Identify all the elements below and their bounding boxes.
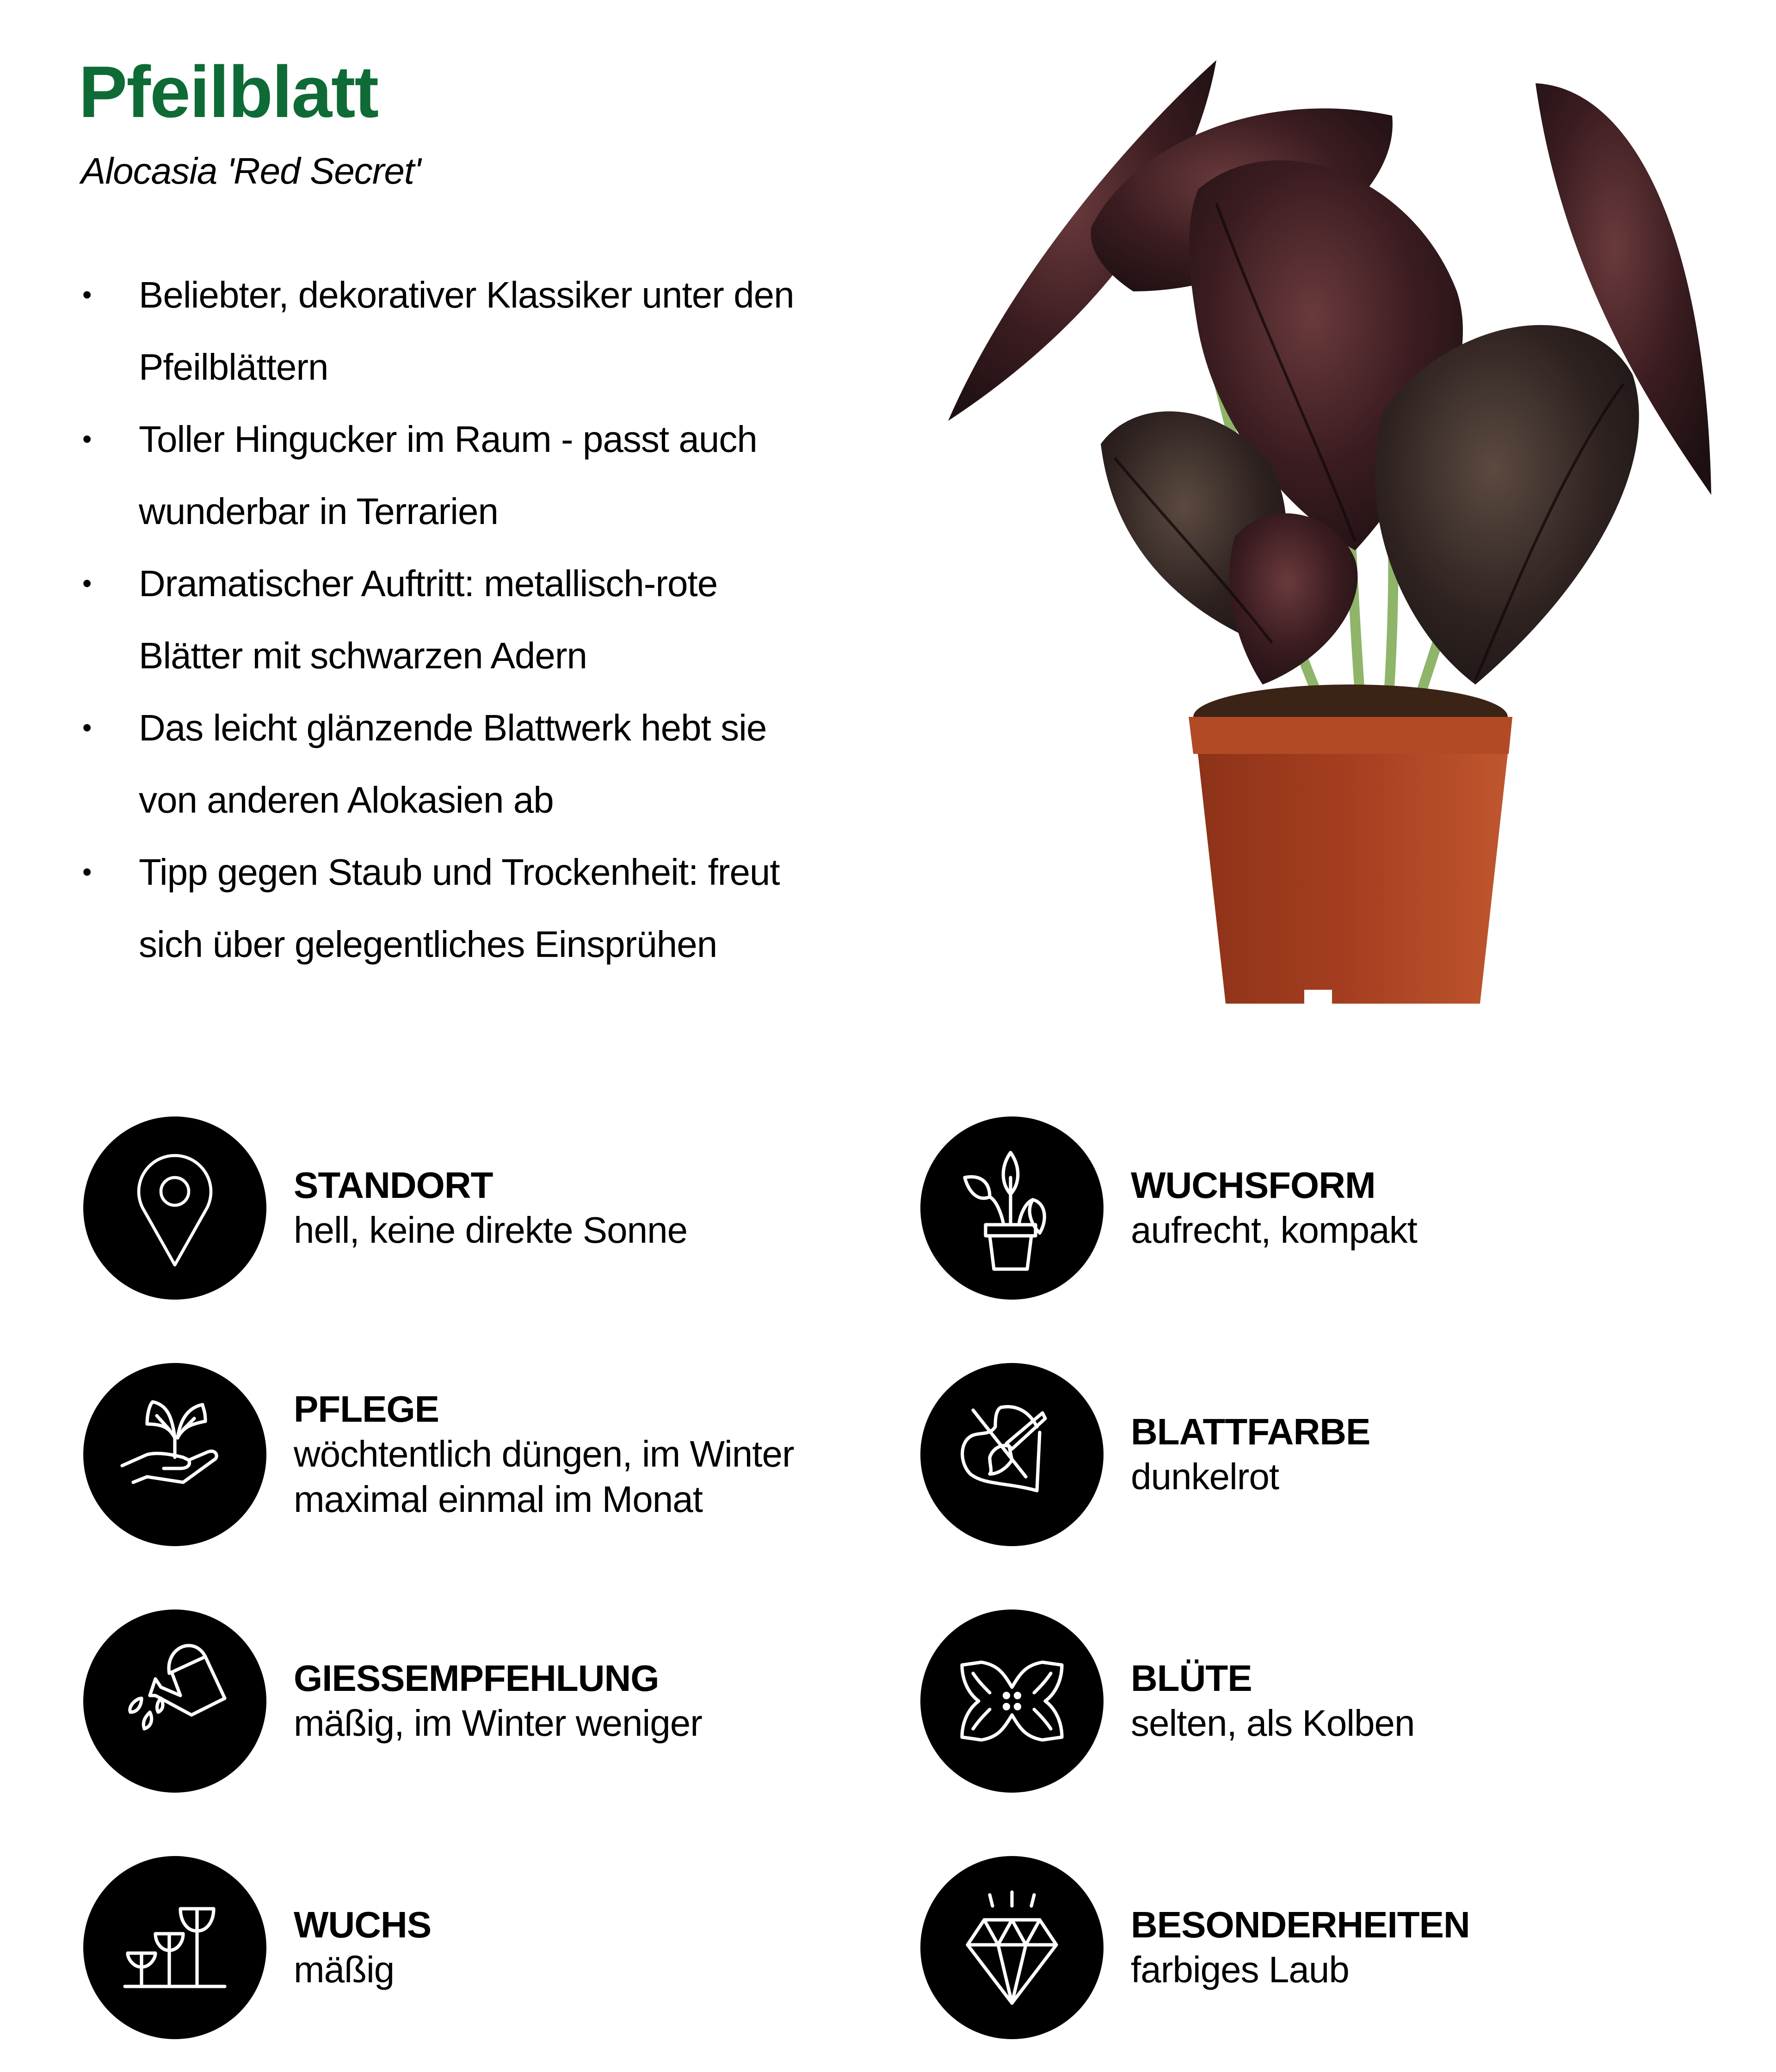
- feature-value: wöchtentlich düngen, im Winter: [294, 1433, 794, 1474]
- seedlings-growth-icon: [105, 1878, 244, 2017]
- feature-value: hell, keine direkte Sonne: [294, 1209, 688, 1251]
- feature-label: STANDORT: [294, 1165, 493, 1206]
- watering-can-icon: [105, 1632, 244, 1770]
- feature-icon-circle: [83, 1363, 266, 1546]
- bullet-item: • Dramatischer Auftritt: metallisch-rote Blätter mit schwarzen Adern: [0, 548, 902, 692]
- botanical-name: Alocasia 'Red Secret': [81, 150, 421, 191]
- feature-label: BESONDERHEITEN: [1131, 1904, 1470, 1945]
- bullet-item: • Beliebter, dekorativer Klassiker unter den Pfeilblättern: [0, 259, 902, 403]
- feature-giessempfehlung: [83, 1610, 916, 1794]
- bullet-dot-icon: •: [82, 280, 92, 310]
- diamond-icon: [943, 1878, 1081, 2017]
- feature-value: aufrecht, kompakt: [1131, 1209, 1417, 1251]
- feature-value: maximal einmal im Monat: [294, 1479, 703, 1520]
- feature-icon-circle: [83, 1610, 266, 1793]
- feature-wuchsform: [920, 1116, 1753, 1301]
- feature-label: BLATTFARBE: [1131, 1411, 1370, 1452]
- feature-icon-circle: [83, 1856, 266, 2039]
- feature-label: WUCHS: [294, 1904, 432, 1945]
- potted-plant-icon: [943, 1139, 1081, 1277]
- feature-value: dunkelrot: [1131, 1456, 1279, 1497]
- feature-wuchs: [83, 1856, 916, 2041]
- feature-label: GIESSEMPFEHLUNG: [294, 1658, 659, 1699]
- feature-label: PFLEGE: [294, 1388, 439, 1430]
- feature-value: mäßig: [294, 1949, 395, 1990]
- bullet-dot-icon: •: [82, 424, 92, 454]
- feature-icon-circle: [83, 1116, 266, 1300]
- feature-blattfarbe: [920, 1363, 1753, 1548]
- feature-bluete: [920, 1610, 1753, 1794]
- page-title: Pfeilblatt: [79, 51, 378, 133]
- bullet-dot-icon: •: [82, 713, 92, 743]
- feature-pflege: [83, 1363, 916, 1548]
- feature-standort: [83, 1116, 916, 1301]
- hand-sprout-icon: [105, 1385, 244, 1524]
- feature-label: WUCHSFORM: [1131, 1165, 1375, 1206]
- feature-icon-circle: [920, 1856, 1104, 2039]
- bullet-item: • Toller Hingucker im Raum - passt auch wunderbar in Terrarien: [0, 403, 902, 548]
- flower-icon: [943, 1632, 1081, 1770]
- product-image: [939, 51, 1730, 1022]
- bullet-item: • Das leicht glänzende Blattwerk hebt sie von anderen Alokasien ab: [0, 692, 902, 836]
- feature-icon-circle: [920, 1610, 1104, 1793]
- feature-value: farbiges Laub: [1131, 1949, 1349, 1990]
- feature-value: mäßig, im Winter weniger: [294, 1702, 702, 1744]
- feature-icon-circle: [920, 1116, 1104, 1300]
- bullet-dot-icon: •: [82, 857, 92, 887]
- leaf-paintbrush-icon: [943, 1385, 1081, 1524]
- feature-besonderheiten: [920, 1856, 1753, 2041]
- bullet-item: • Tipp gegen Staub und Trockenheit: freut sich über gelegentliches Einsprühen: [0, 836, 902, 980]
- feature-bullet-list: [0, 259, 902, 980]
- location-pin-icon: [105, 1139, 244, 1277]
- bullet-dot-icon: •: [82, 568, 92, 598]
- feature-value: selten, als Kolben: [1131, 1702, 1415, 1744]
- feature-icon-circle: [920, 1363, 1104, 1546]
- feature-label: BLÜTE: [1131, 1658, 1252, 1699]
